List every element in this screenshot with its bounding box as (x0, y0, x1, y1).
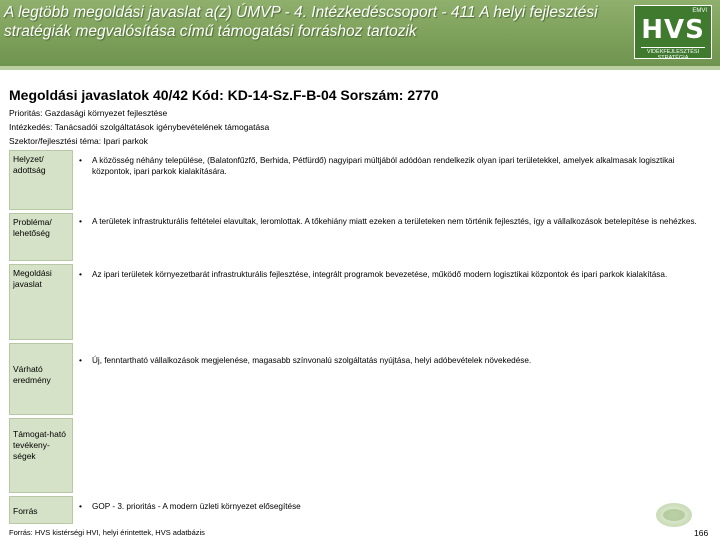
row-bullet: • (79, 269, 82, 279)
row-label-source: Forrás (9, 496, 73, 524)
meta-priority: Prioritás: Gazdasági környezet fejlesztése (9, 108, 168, 118)
row-label-situation: Helyzet/ adottság (9, 150, 73, 210)
logo-sub-text: VIDÉKFEJLESZTÉSI STRATÉGIA (646, 49, 700, 61)
row-bullet: • (79, 501, 82, 511)
page-number: 166 (694, 528, 709, 538)
logo-divider (641, 47, 705, 48)
row-text-source: GOP - 3. prioritás - A modern üzleti környezet elősegítése (92, 502, 301, 511)
hvs-logo (634, 5, 712, 59)
row-bullet: • (79, 355, 82, 365)
row-bullet: • (79, 216, 82, 226)
meta-measure: Intézkedés: Tanácsadói szolgáltatások igénybevételének támogatása (9, 122, 270, 132)
row-text-result: Új, fenntartható vállalkozások megjelenése, magasabb színvonalú szolgáltatás nyújtása, helyi adóbevételek növekedése. (92, 356, 532, 365)
row-bullet: • (79, 155, 82, 165)
header-divider (0, 66, 720, 70)
footer-source: Forrás: HVS kistérségi HVI, helyi érintettek, HVS adatbázis (9, 528, 205, 537)
logo-main-text: HVS (641, 15, 705, 45)
row-label-solution: Megoldási javaslat (9, 264, 73, 340)
header-title: A legtöbb megoldási javaslat a(z) ÚMVP - 4. Intézkedéscsoport - 411 A helyi fejlesztési stratégiák megvalósítása című támogatási forráshoz tartozik (4, 4, 598, 40)
logo-top-text: EMVI (692, 8, 707, 14)
row-label-activities: Támogat-ható tevékeny-ségek (9, 418, 73, 493)
row-text-problem: A területek infrastrukturális feltételei elavultak, leromlottak. A tőkehiány miatt ezeken a területeken nem történik fejlesztés, így a vállalkozások betelepítése is nehézkes. (92, 217, 697, 226)
emblem-inner (663, 509, 685, 521)
row-text-solution: Az ipari területek környezetbarát infrastrukturális fejlesztése, integrált programok bevezetése, működő modern logisztikai központok és ipari parkok kialakítása. (92, 270, 668, 279)
row-label-result: Várható eredmény (9, 343, 73, 415)
row-text-situation: A közösség néhány települése, (Balatonfűzfő, Berhida, Pétfürdő) nagyipari múltjából adódóan rendelkezik olyan ipari területekkel, amelyek alkalmasak logisztikai központok, ipari parkok kialakítására. (92, 156, 675, 176)
header-banner (0, 0, 720, 66)
row-label-problem: Probléma/ lehetőség (9, 213, 73, 261)
emblem-icon (656, 503, 692, 527)
page-title: Megoldási javaslatok 40/42 Kód: KD-14-Sz.F-B-04 Sorszám: 2770 (9, 87, 439, 103)
meta-sector: Szektor/fejlesztési téma: Ipari parkok (9, 136, 148, 146)
